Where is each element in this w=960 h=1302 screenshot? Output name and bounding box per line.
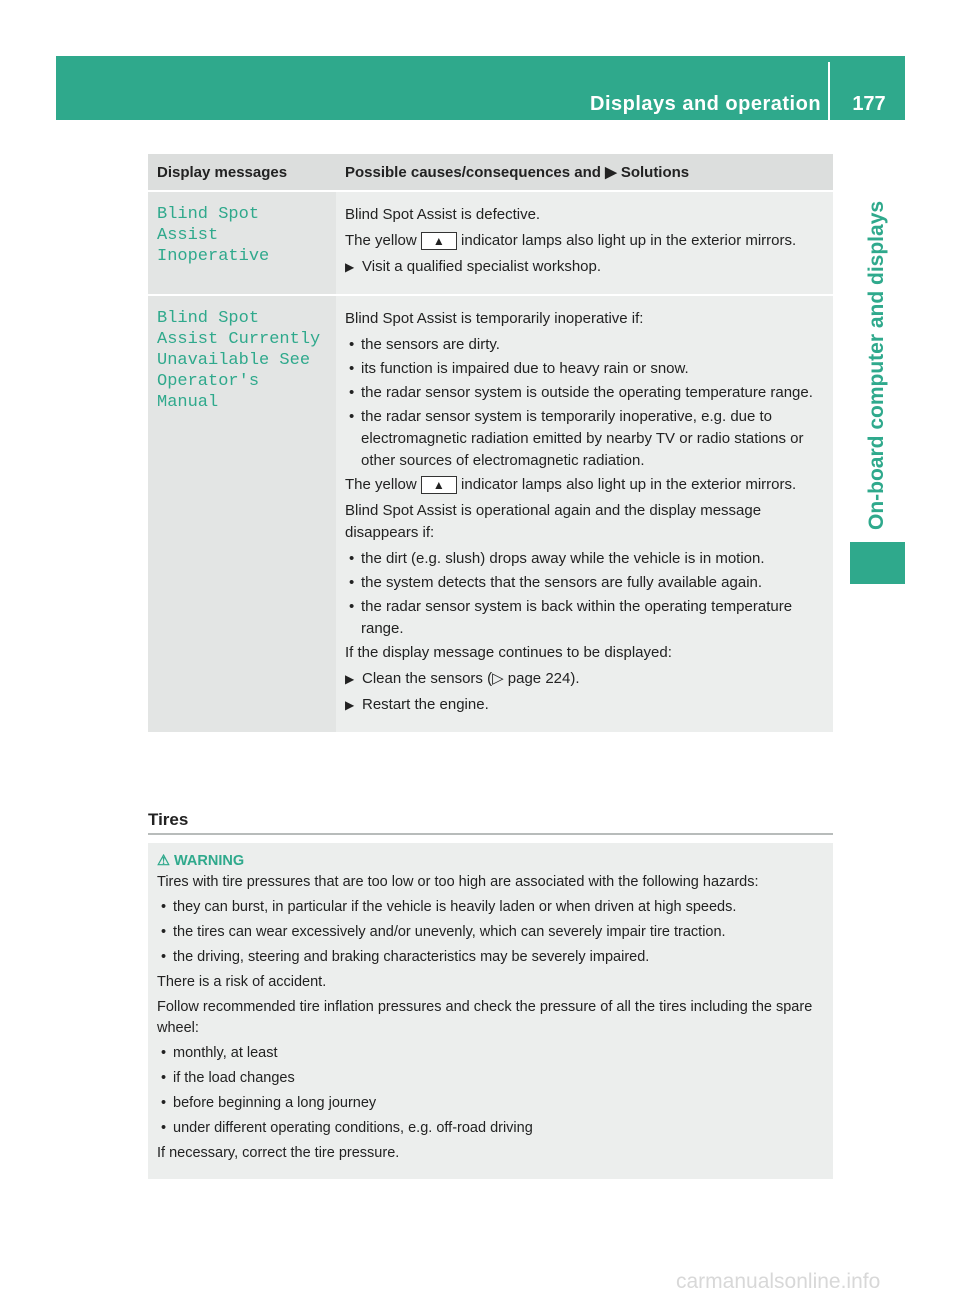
solutions-cell	[336, 191, 833, 295]
list-item: • the dirt (e.g. slush) drops away while the vehicle is in motion.	[345, 548, 824, 570]
section-title: Tires	[148, 810, 189, 829]
page-reference-link[interactable]: ▷ page 224	[492, 670, 571, 687]
text: The yellow	[345, 476, 417, 493]
list-item: • the sensors are dirty.	[345, 334, 824, 356]
list-item: • the system detects that the sensors are fully available again.	[345, 572, 824, 594]
watermark: carmanualsonline.info	[676, 1270, 881, 1293]
paragraph: Blind Spot Assist is operational again and the display message disappears if:	[345, 502, 762, 541]
warning-label: WARNING	[174, 853, 245, 869]
list-item: • the radar sensor system is back within the operating temperature range.	[345, 596, 824, 640]
page-title: Displays and operation	[590, 93, 822, 115]
display-message: Blind Spot Assist Inoperative	[148, 191, 336, 295]
column-header-messages: Display messages	[148, 154, 336, 191]
blind-spot-indicator-icon: ▲	[421, 476, 457, 494]
action-step: ▶ Visit a qualified specialist workshop.	[345, 256, 824, 278]
header-separator	[828, 62, 830, 120]
list-item: • before beginning a long journey	[157, 1093, 824, 1114]
list-item: • if the load changes	[157, 1068, 824, 1089]
warning-triangle-icon: ⚠	[157, 853, 170, 869]
list-item: • its function is impaired due to heavy rain or snow.	[345, 358, 824, 380]
list-item: • they can burst, in particular if the vehicle is heavily laden or when driven at high speeds.	[157, 897, 824, 918]
text: ).	[570, 670, 580, 687]
paragraph: Blind Spot Assist is defective.	[345, 206, 541, 223]
paragraph	[345, 230, 824, 252]
side-tab-block	[850, 542, 905, 584]
display-messages-table	[148, 154, 833, 732]
paragraph	[345, 474, 824, 496]
text: indicator lamps also light up in the exterior mirrors.	[461, 476, 797, 493]
text: The yellow	[345, 232, 417, 249]
list-item: • under different operating conditions, e.g. off-road driving	[157, 1118, 824, 1139]
warning-box	[148, 843, 833, 1179]
paragraph: Tires with tire pressures that are too low or too high are associated with the following hazards:	[157, 874, 759, 890]
paragraph: Blind Spot Assist is temporarily inoperative if:	[345, 310, 644, 327]
table-row	[148, 191, 833, 295]
blind-spot-indicator-icon: ▲	[421, 232, 457, 250]
table-row	[148, 295, 833, 732]
paragraph: Follow recommended tire inflation pressures and check the pressure of all the tires including the spare wheel:	[157, 999, 813, 1036]
paragraph: If necessary, correct the tire pressure.	[157, 1145, 400, 1161]
section-divider	[148, 833, 833, 835]
list-item: • the radar sensor system is outside the operating temperature range.	[345, 382, 824, 404]
paragraph: There is a risk of accident.	[157, 974, 327, 990]
solutions-cell	[336, 295, 833, 732]
paragraph: If the display message continues to be displayed:	[345, 644, 672, 661]
list-item: • the tires can wear excessively and/or unevenly, which can severely impair tire traction.	[157, 922, 824, 943]
side-tab-label: On-board computer and displays	[865, 200, 888, 530]
list-item: • the driving, steering and braking characteristics may be severely impaired.	[157, 947, 824, 968]
action-step: ▶ Restart the engine.	[345, 694, 824, 716]
text: indicator lamps also light up in the exterior mirrors.	[461, 232, 797, 249]
page-number: 177	[852, 93, 886, 115]
list-item: • monthly, at least	[157, 1043, 824, 1064]
text: Clean the sensors (	[362, 670, 493, 687]
column-header-solutions: Possible causes/consequences and ▶ Solutions	[336, 154, 833, 191]
list-item: • the radar sensor system is temporarily inoperative, e.g. due to electromagnetic radiation emitted by nearby TV or radio stations or other sources of electromagnetic radiation.	[345, 406, 824, 472]
warning-heading	[157, 851, 824, 872]
table-header-row	[148, 154, 833, 191]
action-step	[345, 668, 824, 690]
display-message: Blind Spot Assist Currently Unavailable See Operator's Manual	[148, 295, 336, 732]
